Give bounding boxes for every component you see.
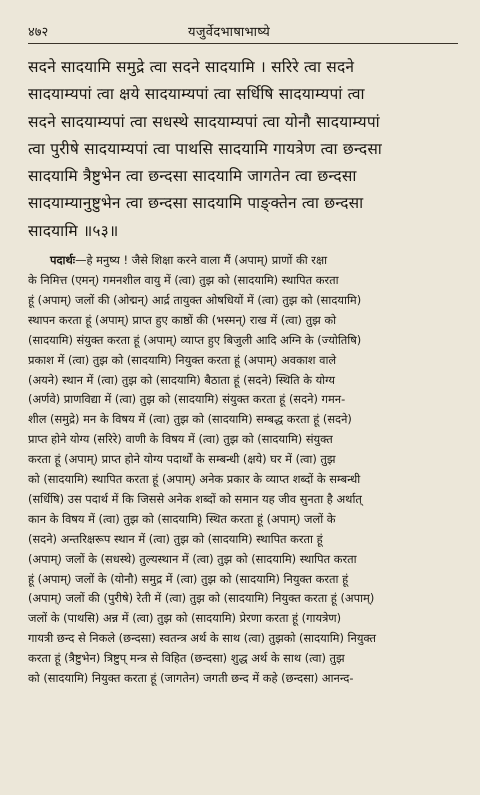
commentary-line: कान के विषय में (त्वा) तुझ को (सादयामि) स्थित करता हूं (अपाम्) जलों के <box>28 511 336 526</box>
verse-line: सादयाम्यपां त्वा क्षये सादयाम्यपां त्वा सर्धिषि सादयाम्यपां त्वा <box>28 85 365 104</box>
commentary-line: करता हूं (अपाम्) प्राप्त होने योग्य पदार्थों के सम्बन्धी (क्षये) घर में (त्वा) तुझ <box>28 452 336 467</box>
verse-line: सादयाम्यानुष्टुभेन त्वा छन्दसा सादयामि पाङ्क्तेन त्वा छन्दसा <box>28 194 364 213</box>
commentary-line: (अर्णवे) प्राणविद्या में (त्वा) तुझ को (सादयामि) संयुक्त करता हूं (सदने) गमन- <box>28 392 346 407</box>
commentary-block <box>28 251 458 689</box>
commentary-line: गायत्री छन्द से निकले (छन्दसा) स्वतन्त्र अर्थ के साथ (त्वा) तुझको (सादयामि) नियुक्त <box>28 631 377 646</box>
page-number: ४७२ <box>28 25 49 40</box>
verse-line: सदने सादयामि समुद्रे त्वा सदने सादयामि । सरिरे त्वा सदने <box>28 58 355 76</box>
commentary-line-text: —हे मनुष्य ! जैसे शिक्षा करने वाला मैं (अपाम्) प्राणों की रक्षा <box>75 253 328 268</box>
verse-block <box>28 54 458 245</box>
commentary-line: को (सादयामि) नियुक्त करता हूं (जागतेन) जगती छन्द में कहे (छन्दसा) आनन्द- <box>28 671 354 686</box>
commentary-line: (सादयामि) संयुक्त करता हूं (अपाम्) व्याप्त हुए बिजुली आदि अग्नि के (ज्योतिषि) <box>28 332 362 347</box>
commentary-line: जलों के (पाथसि) अन्न में (त्वा) तुझ को (सादयामि) प्रेरणा करता हूं (गायत्रेण) <box>28 611 342 626</box>
commentary-line: प्राप्त होने योग्य (सरिरे) वाणी के विषय में (त्वा) तुझ को (सादयामि) संयुक्त <box>28 432 333 447</box>
commentary-line: हूं (अपाम्) जलों की (ओद्मन्) आर्द्र तायुक्त ओषधियों में (त्वा) तुझ को (सादयामि) <box>28 292 362 307</box>
page-header <box>28 22 458 44</box>
verse-line: सदने सादयाम्यपां त्वा सधस्थे सादयाम्यपां त्वा योनौ सादयाम्यपां <box>28 112 380 131</box>
commentary-line: (सदने) अन्तरिक्षरूप स्थान में (त्वा) तुझ को (सादयामि) स्थापित करता हूं <box>28 531 323 546</box>
commentary-line: प्रकाश में (त्वा) तुझ को (सादयामि) नियुक्त करता हूं (अपाम्) अवकाश वाले <box>28 352 337 367</box>
commentary-label: पदार्थः <box>50 253 76 268</box>
verse-line: सादयामि ॥५३॥ <box>28 221 119 240</box>
commentary-line: (अपाम्) जलों की (पुरीषे) रेती में (त्वा) तुझ को (सादयामि) नियुक्त करता हूं (अपाम्) <box>28 591 375 606</box>
commentary-line: हूं (अपाम्) जलों के (योनौ) समुद्र में (त्वा) तुझ को (सादयामि) नियुक्त करता हूं <box>28 571 349 586</box>
commentary-line: को (सादयामि) स्थापित करता हूं (अपाम्) अनेक प्रकार के व्याप्त शब्दों के सम्बन्धी <box>28 472 361 487</box>
commentary-line <box>28 251 458 271</box>
running-head: यजुर्वेदभाषाभाष्ये <box>188 25 271 40</box>
commentary-line: के निमित्त (एमन्) गमनशील वायु में (त्वा) तुझ को (सादयामि) स्थापित करता <box>28 272 339 287</box>
commentary-line: (सर्धिषि) उस पदार्थ में कि जिससे अनेक शब्दों को समान यह जीव सुनता है अर्थात् <box>28 491 362 506</box>
commentary-line: करता हूं (त्रैष्टुभेन) त्रिष्टुप् मन्त्र से विहित (छन्दसा) शुद्ध अर्थ के साथ (त्वा) तुझ <box>28 651 345 666</box>
verse-line: त्वा पुरीषे सादयाम्यपां त्वा पाथसि सादयामि गायत्रेण त्वा छन्दसा <box>28 139 383 158</box>
commentary-line: शील (समुद्रे) मन के विषय में (त्वा) तुझ को (सादयामि) सम्बद्ध करता हूं (सदने) <box>28 412 352 427</box>
commentary-line: (अपाम्) जलों के (सधस्थे) तुल्यस्थान में (त्वा) तुझ को (सादयामि) स्थापित करता <box>28 551 357 566</box>
verse-line: सादयामि त्रैष्टुभेन त्वा छन्दसा सादयामि जागतेन त्वा छन्दसा <box>28 167 357 186</box>
commentary-line: (अयने) स्थान में (त्वा) तुझ को (सादयामि) बैठाता हूं (सदने) स्थिति के योग्य <box>28 372 335 387</box>
commentary-line: स्थापन करता हूं (अपाम्) प्राप्त हुए काष्ठों की (भस्मन्) राख में (त्वा) तुझ को <box>28 312 337 327</box>
